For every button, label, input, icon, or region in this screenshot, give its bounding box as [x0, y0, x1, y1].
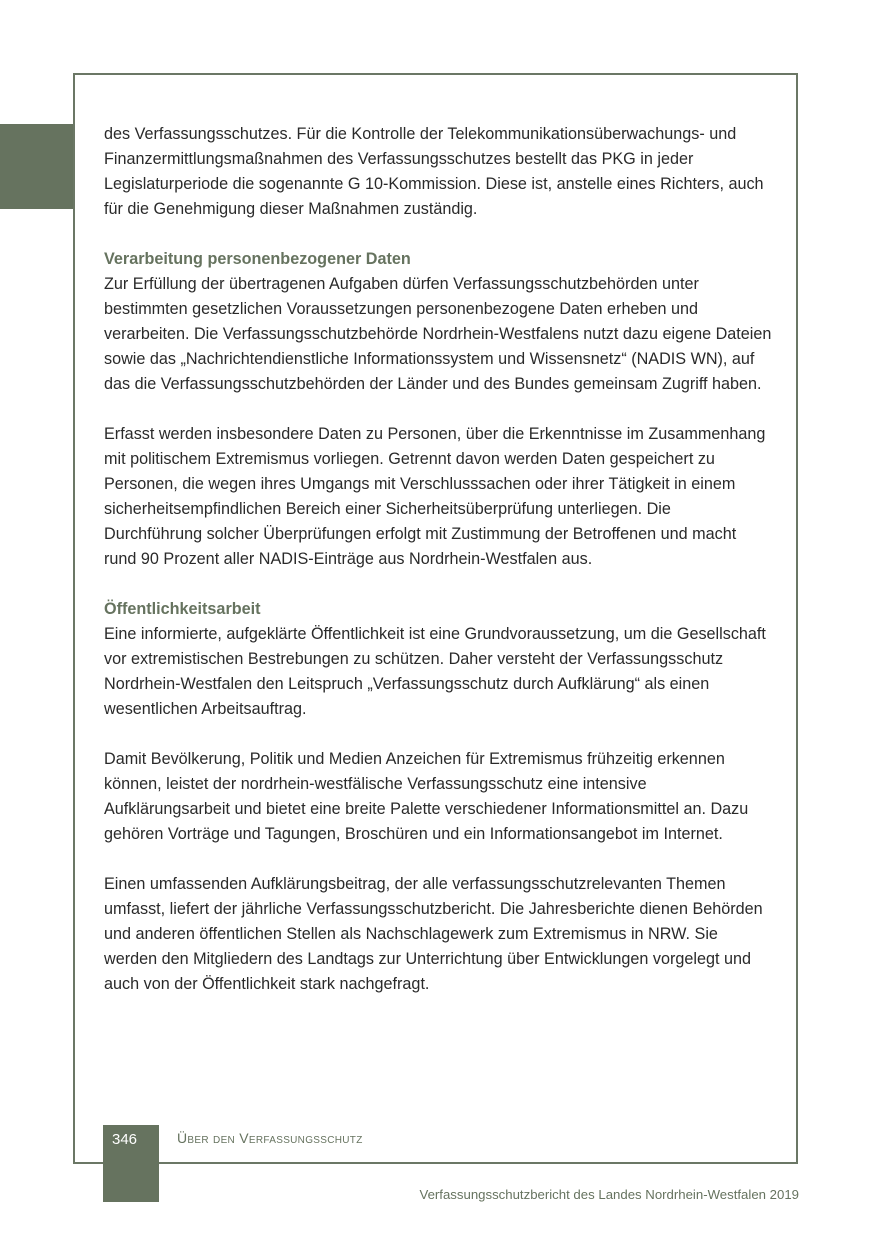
- footer-publication-title: Verfassungsschutzbericht des Landes Nordrhein-Westfalen 2019: [419, 1187, 799, 1202]
- intro-paragraph: des Verfassungsschutzes. Für die Kontrolle der Telekommunikationsüberwachungs- und Finanzermittlungsmaßnahmen des Verfassungsschutzes bestellt das PKG in jeder Legislaturperiode die sogenannte G 10-Kommission. Diese ist, anstelle eines Richters, auch für die Genehmigung dieser Maßnahmen zuständig.: [104, 125, 764, 218]
- page-number: 346: [112, 1131, 138, 1148]
- heading-data-processing: Verarbeitung personenbezogener Daten: [104, 250, 411, 268]
- paragraph: Damit Bevölkerung, Politik und Medien Anzeichen für Extremismus frühzeitig erkennen können, leistet der nordrhein-westfälische Verfassungsschutz eine intensive Aufklärungsarbeit und bietet eine breite Palette verschiedener Informationsmittel an. Dazu gehören Vorträge und Tagungen, Broschüren und ein Informationsangebot im Internet.: [104, 750, 749, 843]
- paragraph: Eine informierte, aufgeklärte Öffentlichkeit ist eine Grundvoraussetzung, um die Gesellschaft vor extremistischen Bestrebungen zu schützen. Daher versteht der Verfassungsschutz Nordrhein-Westfalen den Leitspruch „Verfassungsschutz durch Aufklärung“ als einen wesentlichen Arbeitsauftrag.: [104, 625, 766, 718]
- page-content: [104, 122, 772, 997]
- page-number-box: [103, 1125, 159, 1202]
- running-section-title: Über den Verfassungsschutz: [177, 1130, 363, 1146]
- side-tab-marker: [0, 124, 74, 209]
- paragraph: Erfasst werden insbesondere Daten zu Personen, über die Erkenntnisse im Zusammenhang mit politischem Extremismus vorliegen. Getrennt davon werden Daten gespeichert zu Personen, die wegen ihres Umgangs mit Verschlusssachen oder ihrer Tätigkeit in einem sicherheitsempfindlichen Bereich einer Sicherheitsüberprüfung unterliegen. Die Durchführung solcher Überprüfungen erfolgt mit Zustimmung der Betroffenen und macht rund 90 Prozent aller NADIS-Einträge aus Nordrhein-Westfalen aus.: [104, 425, 766, 568]
- paragraph: Zur Erfüllung der übertragenen Aufgaben dürfen Verfassungsschutzbehörden unter bestimmten gesetzlichen Voraussetzungen personenbezogene Daten erheben und verarbeiten. Die Verfassungsschutzbehörde Nordrhein-Westfalens nutzt dazu eigene Dateien sowie das „Nachrichtendienstliche Informationssystem und Wissensnetz“ (NADIS WN), auf das die Verfassungsschutzbehörden der Länder und des Bundes gemeinsam Zugriff haben.: [104, 275, 772, 393]
- paragraph: Einen umfassenden Aufklärungsbeitrag, der alle verfassungsschutzrelevanten Themen umfasst, liefert der jährliche Verfassungsschutzbericht. Die Jahresberichte dienen Behörden und anderen öffentlichen Stellen als Nachschlagewerk zum Extremismus in NRW. Sie werden den Mitgliedern des Landtags zur Unterrichtung über Entwicklungen vorgelegt und auch von der Öffentlichkeit stark nachgefragt.: [104, 875, 763, 993]
- heading-public-relations: Öffentlichkeitsarbeit: [104, 600, 261, 618]
